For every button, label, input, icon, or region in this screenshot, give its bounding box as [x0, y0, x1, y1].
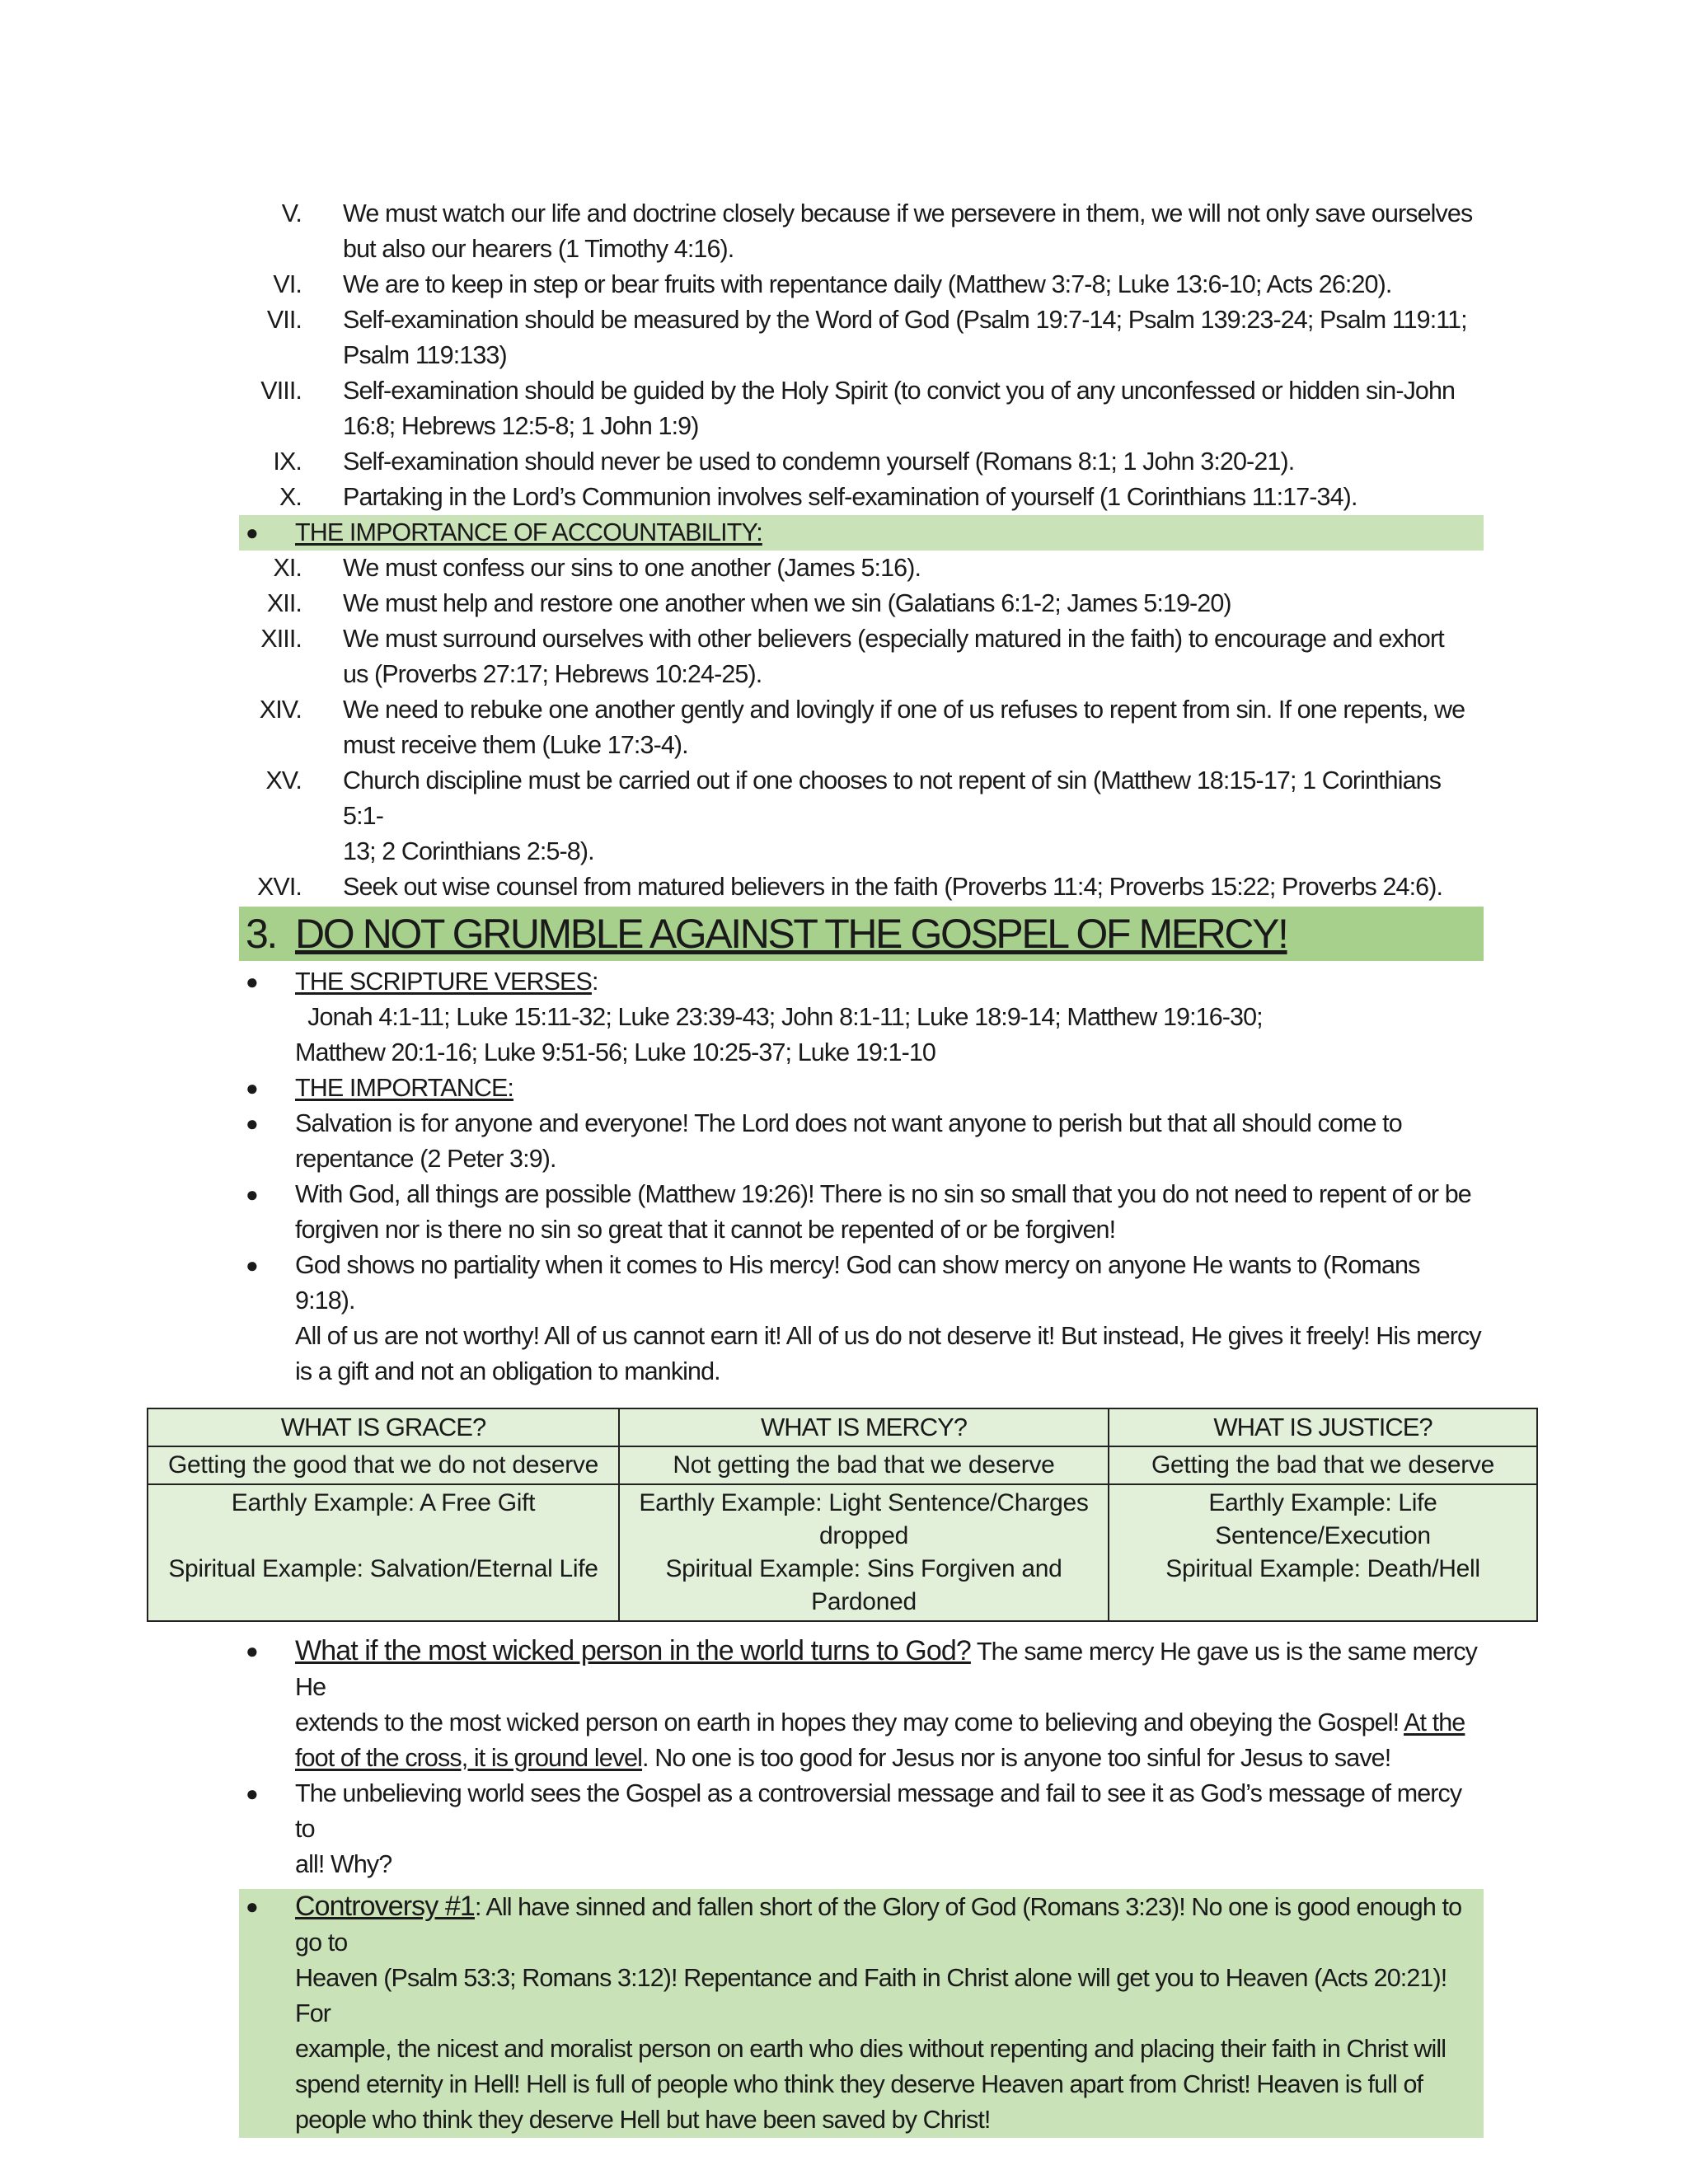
table-cell	[619, 1484, 1109, 1621]
item-number: XII.	[266, 589, 302, 617]
item-text: Self-examination should be measured by the Word of God (Psalm 19:7-14; Psalm 139:23-24; Psalm 119:11;	[343, 306, 1467, 334]
unbelieving-item	[239, 1776, 1484, 1882]
item-text: The same mercy He gave us is the same mercy He	[295, 1638, 1478, 1701]
bullet-icon: ●	[246, 1894, 258, 1919]
list-item	[239, 444, 1484, 480]
item-text: We need to rebuke one another gently and lovingly if one of us refuses to repent from sin. If one repents, we	[343, 696, 1465, 724]
item-text: Heaven (Psalm 53:3; Romans 3:12)! Repentance and Faith in Christ alone will get you to Heaven (Acts 20:21)! For	[295, 1964, 1447, 2027]
wicked-person-item	[239, 1633, 1484, 1776]
earthly-example: Earthly Example: Life	[1208, 1489, 1437, 1516]
item-text: all! Why?	[295, 1850, 392, 1878]
list-item	[239, 267, 1484, 302]
table-cell: Getting the good that we do not deserve	[148, 1446, 619, 1484]
underlined-text: foot of the cross, it is ground level	[295, 1744, 643, 1772]
bullet-icon: ●	[246, 1253, 258, 1277]
section-title: DO NOT GRUMBLE AGAINST THE GOSPEL OF MERCY!	[295, 911, 1287, 957]
spiritual-example: Spiritual Example: Sins Forgiven and	[665, 1555, 1062, 1582]
table-cell	[148, 1484, 619, 1621]
list-item	[239, 621, 1484, 692]
heading-text: THE IMPORTANCE:	[295, 1074, 513, 1102]
heading-text: THE IMPORTANCE OF ACCOUNTABILITY:	[295, 518, 762, 546]
item-text: 16:8; Hebrews 12:5-8; 1 John 1:9)	[343, 412, 699, 440]
item-text: people who think they deserve Hell but have been saved by Christ!	[295, 2106, 991, 2134]
table-header-cell: WHAT IS JUSTICE?	[1109, 1408, 1537, 1446]
item-number: VII.	[266, 306, 302, 334]
item-text: is a gift and not an obligation to mankind.	[295, 1357, 720, 1385]
item-text: example, the nicest and moralist person on earth who dies without repenting and placing their faith in Christ will	[295, 2035, 1447, 2063]
colon: :	[591, 968, 598, 996]
item-text: : All have sinned and fallen short of the Glory of God (Romans 3:23)! No one is good enough to go to	[295, 1893, 1462, 1957]
item-number: X.	[279, 483, 302, 511]
controversy-label: Controversy #1	[295, 1891, 475, 1922]
scripture-refs: Jonah 4:1-11; Luke 15:11-32; Luke 23:39-43; John 8:1-11; Luke 18:9-14; Matthew 19:16-30;	[295, 1003, 1263, 1031]
item-text: We must surround ourselves with other believers (especially matured in the faith) to encourage and exhort	[343, 625, 1444, 653]
table-row	[148, 1446, 1537, 1484]
item-text: us (Proverbs 27:17; Hebrews 10:24-25).	[343, 660, 762, 688]
table-cell: Getting the bad that we deserve	[1109, 1446, 1537, 1484]
scripture-verses	[239, 964, 1484, 1071]
item-number: XI.	[273, 554, 302, 582]
bullet-icon: ●	[246, 1111, 258, 1136]
bullet-icon: ●	[246, 1182, 258, 1207]
item-text: Partaking in the Lord’s Communion involves self-examination of yourself (1 Corinthians 11:17-34).	[343, 483, 1357, 511]
item-text: 13; 2 Corinthians 2:5-8).	[343, 837, 594, 865]
table-header-cell: WHAT IS MERCY?	[619, 1408, 1109, 1446]
bullet-icon: ●	[246, 1638, 258, 1663]
item-text: We must watch our life and doctrine closely because if we persevere in them, we will not only save ourselves	[343, 199, 1473, 227]
item-number: IX.	[273, 448, 302, 476]
earthly-example: Earthly Example: Light Sentence/Charges	[639, 1489, 1089, 1516]
scripture-refs: Matthew 20:1-16; Luke 9:51-56; Luke 10:25-37; Luke 19:1-10	[295, 1038, 935, 1066]
list-item	[239, 551, 1484, 586]
item-number: XVI.	[256, 873, 302, 901]
bullet-icon: ●	[246, 520, 258, 545]
item-text: Self-examination should never be used to condemn yourself (Romans 8:1; 1 John 3:20-21).	[343, 448, 1295, 476]
item-text: Self-examination should be guided by the Holy Spirit (to convict you of any unconfessed or hidden sin-John	[343, 377, 1456, 405]
table-cell: Not getting the bad that we deserve	[619, 1446, 1109, 1484]
roman-list-accountability	[239, 551, 1484, 905]
item-number: XIV.	[259, 696, 302, 724]
accountability-heading	[239, 515, 1484, 551]
item-number: VIII.	[260, 377, 302, 405]
item-text: With God, all things are possible (Matthew 19:26)! There is no sin so small that you do not need to repent of or be	[295, 1180, 1471, 1208]
table-cell	[1109, 1484, 1537, 1621]
list-item	[239, 1106, 1484, 1177]
comparison-table	[147, 1408, 1538, 1622]
question-text: What if the most wicked person in the world turns to God?	[295, 1635, 971, 1666]
item-number: XV.	[265, 766, 302, 794]
spiritual-example: Spiritual Example: Salvation/Eternal Life	[168, 1555, 598, 1582]
item-text: repentance (2 Peter 3:9).	[295, 1145, 556, 1173]
item-text: We must help and restore one another when we sin (Galatians 6:1-2; James 5:19-20)	[343, 589, 1231, 617]
item-text: extends to the most wicked person on earth in hopes they may come to believing and obeying the Gospel!	[295, 1708, 1404, 1736]
list-item	[239, 763, 1484, 869]
table-header-row	[148, 1408, 1537, 1446]
list-item	[239, 1177, 1484, 1248]
spiritual-example: Spiritual Example: Death/Hell	[1165, 1555, 1480, 1582]
item-text: Psalm 119:133)	[343, 341, 507, 369]
list-item	[239, 869, 1484, 905]
item-number: XIII.	[260, 625, 302, 653]
item-text: . No one is too good for Jesus nor is anyone too sinful for Jesus to save!	[642, 1744, 1391, 1772]
content-column	[167, 196, 1494, 2138]
item-text: All of us are not worthy! All of us cannot earn it! All of us do not deserve it! But instead, He gives it freely! His mercy	[295, 1322, 1481, 1350]
list-item	[239, 1248, 1484, 1390]
table-row	[148, 1484, 1537, 1621]
earthly-example: Earthly Example: A Free Gift	[231, 1489, 536, 1516]
roman-list-self-examination	[239, 196, 1484, 515]
item-text: must receive them (Luke 17:3-4).	[343, 731, 688, 759]
table-header-cell: WHAT IS GRACE?	[148, 1408, 619, 1446]
spiritual-example: Pardoned	[811, 1588, 917, 1615]
earthly-example: dropped	[819, 1522, 908, 1549]
bullet-icon: ●	[246, 1781, 258, 1806]
controversy-1-item	[239, 1889, 1484, 2138]
bullet-icon: ●	[246, 1076, 258, 1100]
underlined-text: At the	[1404, 1708, 1465, 1736]
item-text: We must confess our sins to one another (James 5:16).	[343, 554, 921, 582]
list-item	[239, 373, 1484, 444]
item-text: Seek out wise counsel from matured believers in the faith (Proverbs 11:4; Proverbs 15:22; Proverbs 24:6).	[343, 873, 1443, 901]
list-item	[239, 302, 1484, 373]
item-text: We are to keep in step or bear fruits with repentance daily (Matthew 3:7-8; Luke 13:6-10; Acts 26:20).	[343, 270, 1392, 298]
item-text: but also our hearers (1 Timothy 4:16).	[343, 235, 734, 263]
item-number: VI.	[273, 270, 302, 298]
importance-heading	[239, 1071, 1484, 1106]
section-number: 3.	[246, 911, 276, 957]
item-number: V.	[281, 199, 302, 227]
list-item	[239, 196, 1484, 267]
grace-mercy-justice-table	[147, 1408, 1536, 1622]
list-item	[239, 692, 1484, 763]
section-3-heading	[239, 907, 1484, 961]
earthly-example: Sentence/Execution	[1215, 1522, 1431, 1549]
item-text: The unbelieving world sees the Gospel as a controversial message and fail to see it as God’s message of mercy to	[295, 1779, 1462, 1843]
item-text: God shows no partiality when it comes to His mercy! God can show mercy on anyone He wants to (Romans 9:18).	[295, 1251, 1420, 1315]
bullet-icon: ●	[246, 969, 258, 994]
item-text: Salvation is for anyone and everyone! The Lord does not want anyone to perish but that all should come to	[295, 1109, 1402, 1137]
spacer	[155, 1520, 612, 1553]
list-item	[239, 480, 1484, 515]
item-text: Church discipline must be carried out if one chooses to not repent of sin (Matthew 18:15-17; 1 Corinthians 5:1-	[343, 766, 1442, 830]
item-text: forgiven nor is there no sin so great that it cannot be repented of or be forgiven!	[295, 1216, 1116, 1244]
item-text: spend eternity in Hell! Hell is full of people who think they deserve Heaven apart from Christ! Heaven is full of	[295, 2070, 1423, 2098]
scripture-label: THE SCRIPTURE VERSES	[295, 968, 592, 996]
list-item	[239, 586, 1484, 621]
